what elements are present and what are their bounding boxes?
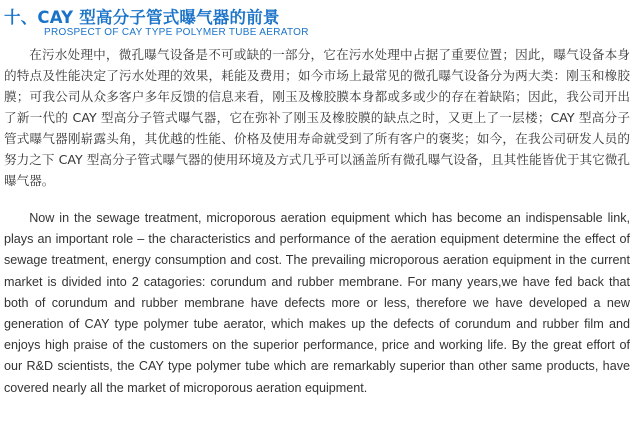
section-title: 十、CAY 型高分子管式曝气器的前景 — [4, 8, 280, 27]
paragraph-english: Now in the sewage treatment, microporous aeration equipment which has become an indispensable link, plays an important role – the characteristics and performance of the aeration equipment determine the effect of sewage treatment, energy consumption and cost. The prevailing microporous aeration equipment in the current market is divided into 2 catagories: corundum and rubber membrane. For many years,we have fed back that both of corundum and rubber membrane have defects more or less, therefore we have developed a new generation of CAY type polymer tube aerator, which makes up the defects of corundum and rubber film and enjoys high praise of the customers on the superior performance, price and working life. By the great effort of our R&D scientists, the CAY type polymer tube which are remarkably superior than other same products, have covered nearly all the market of microporous aeration equipment. — [4, 211, 630, 395]
section-subtitle: PROSPECT OF CAY TYPE POLYMER TUBE AERATOR — [44, 27, 309, 38]
paragraph-chinese: 在污水处理中，微孔曝气设备是不可或缺的一部分，它在污水处理中占据了重要位置；因此，曝气设备本身的特点及性能决定了污水处理的效果，耗能及费用；如今市场上最常见的微孔曝气设备分为两大类：刚玉和橡胶膜；可我公司从众多客户多年反馈的信息来看，刚玉及橡胶膜本身都或多或少的存在着缺陷；因此，我公司开出了新一代的 CAY 型高分子管式曝气器，它在弥补了刚玉及橡胶膜的缺点之时，又更上了一层楼；CAY 型高分子管式曝气器刚崭露头角，其优越的性能、价格及使用寿命就受到了所有客户的褒奖；如今，在我公司研发人员的努力之下 CAY 型高分子管式曝气器的使用环境及方式几乎可以涵盖所有微孔曝气设备，且其性能皆优于其它微孔曝气器。 — [4, 47, 630, 188]
